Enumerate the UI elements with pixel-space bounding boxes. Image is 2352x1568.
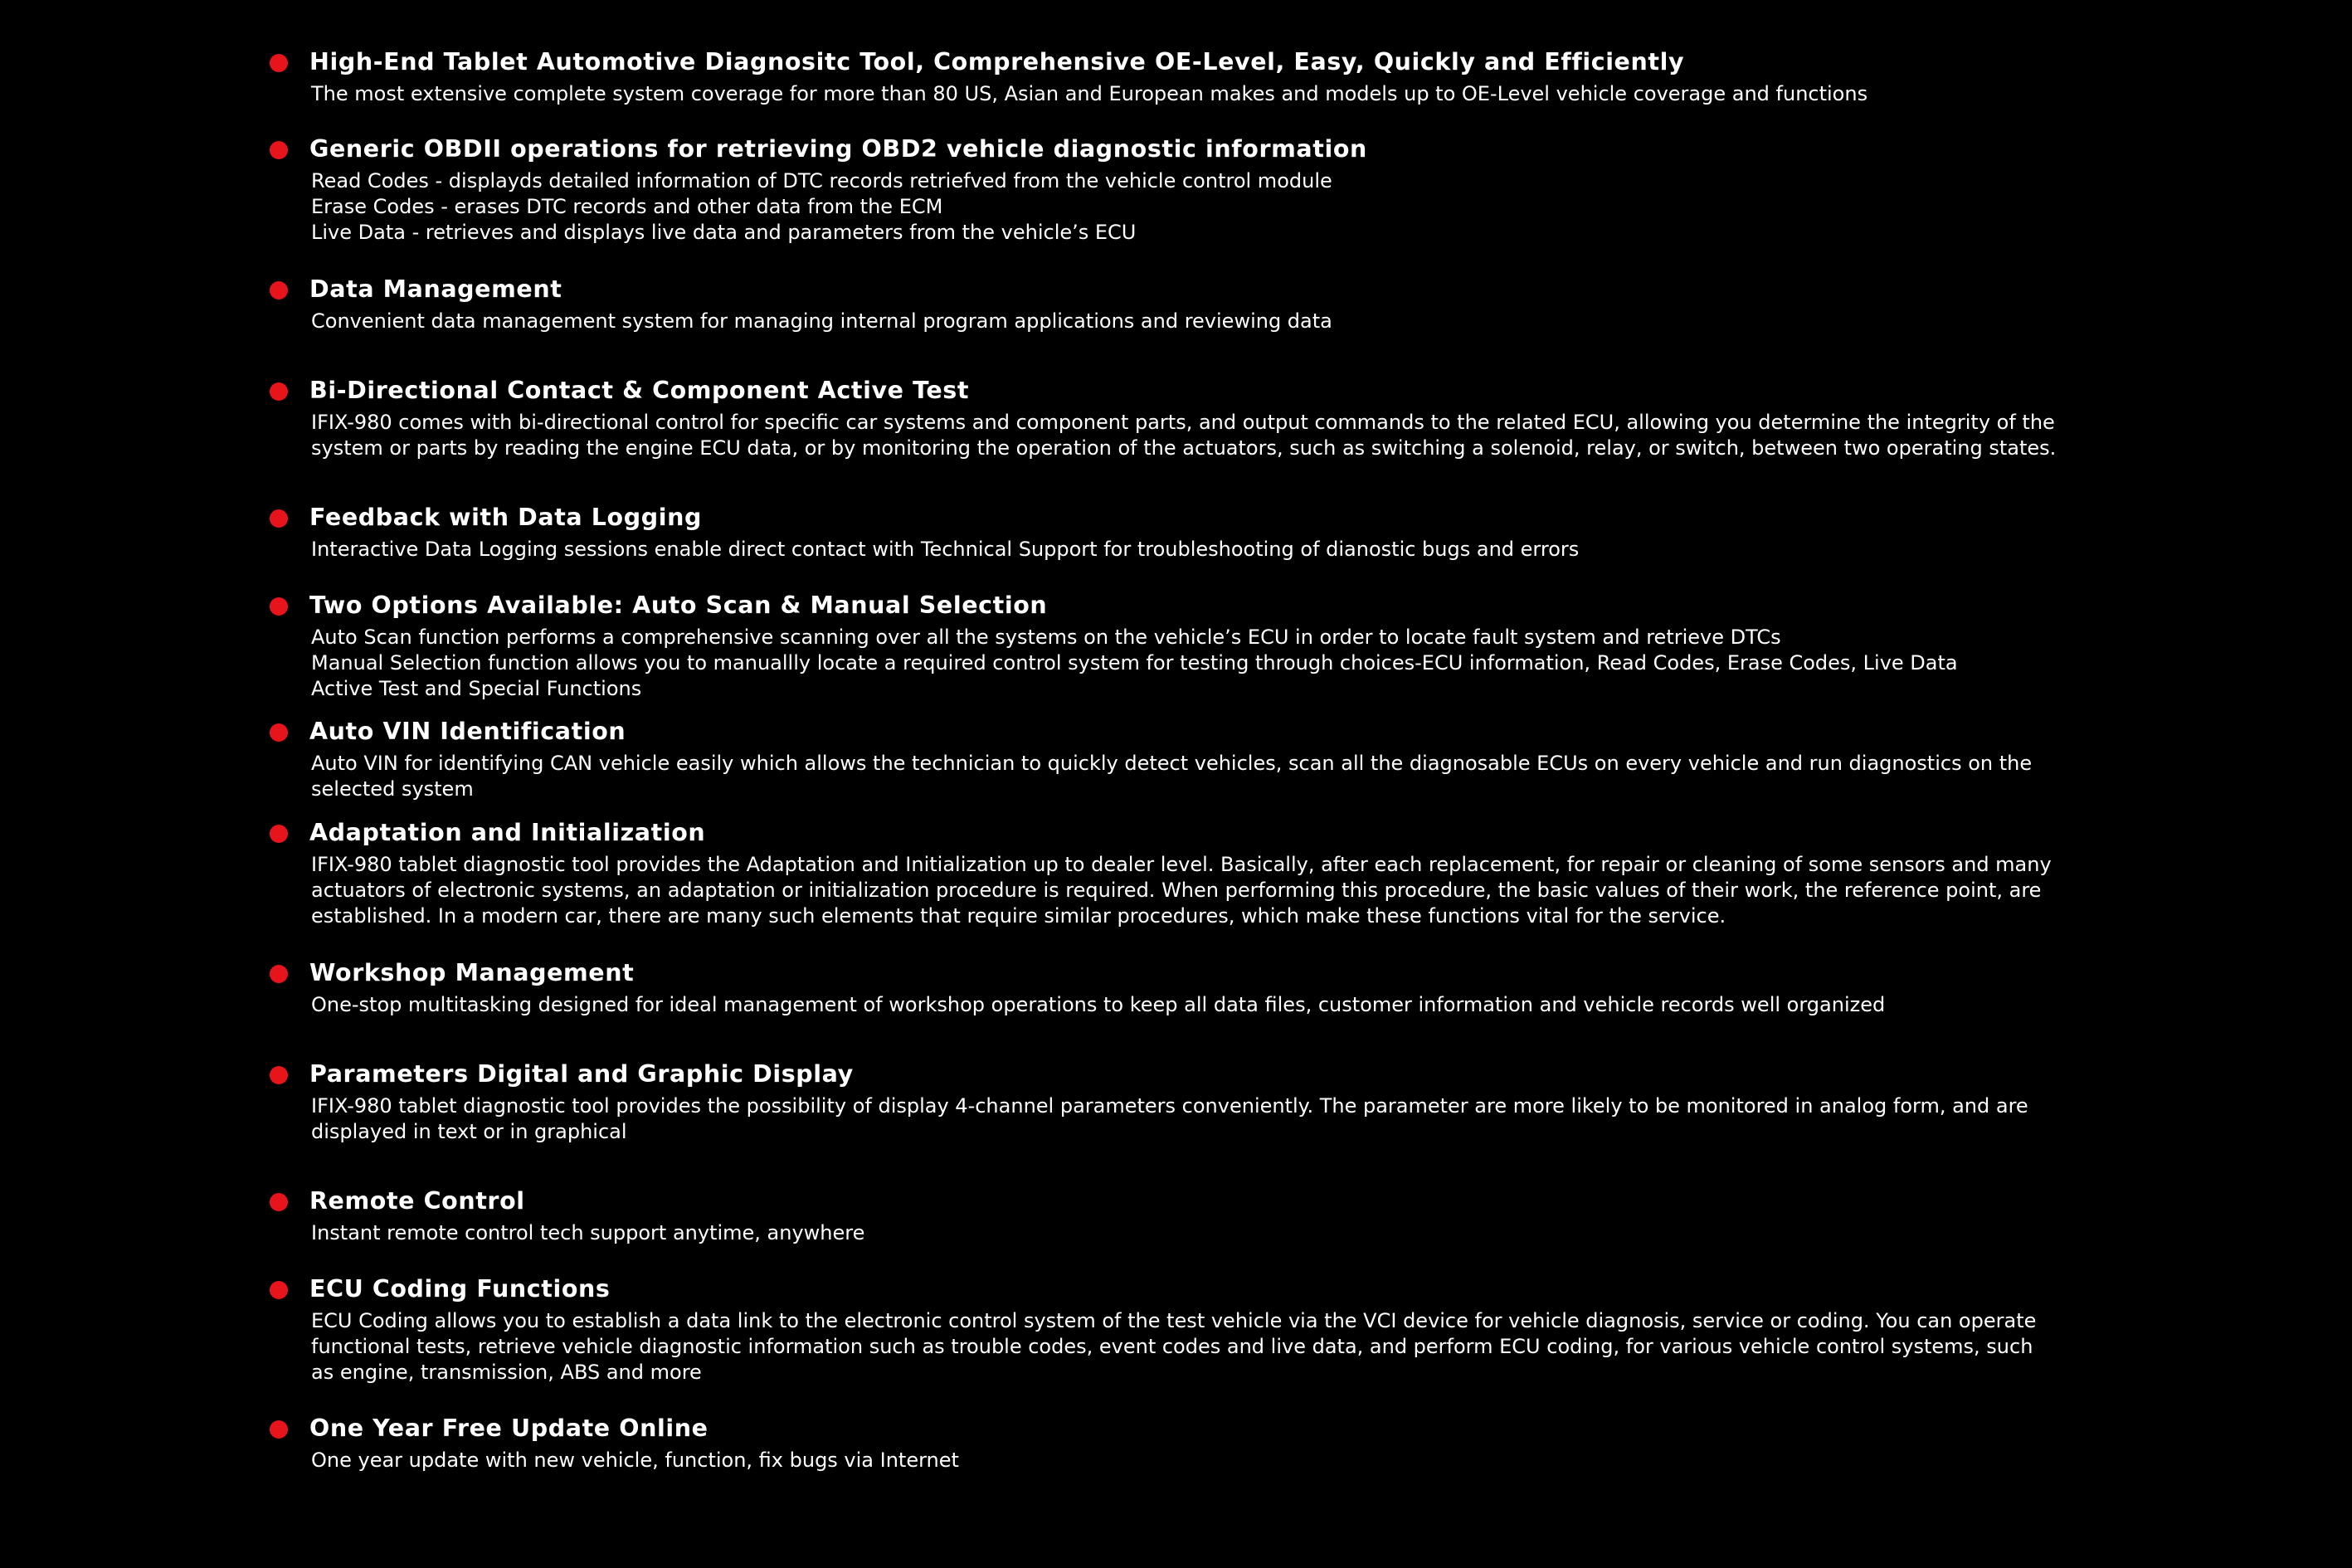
description-line: Live Data - retrieves and displays live data and parameters from the vehicle’s ECU: [311, 221, 1137, 244]
feature-title: Bi-Directional Contact & Component Active Test: [309, 377, 970, 404]
feature-title: One Year Free Update Online: [309, 1415, 709, 1442]
red-bullet-icon: [270, 509, 288, 528]
red-bullet-icon: [270, 1066, 288, 1084]
description-line: The most extensive complete system coverage for more than 80 US, Asian and European makes and models up to OE-Level vehicle coverage and functions: [311, 82, 1868, 105]
red-bullet-icon: [270, 1420, 288, 1439]
feature-title: Data Management: [309, 275, 562, 303]
feature-description: [311, 1220, 2352, 1246]
description-line: selected system: [311, 777, 474, 801]
feature-description: [311, 1448, 2352, 1473]
description-line: Auto VIN for identifying CAN vehicle easily which allows the technician to quickly detect vehicles, scan all the diagnosable ECUs on every vehicle and run diagnostics on the: [311, 752, 2033, 775]
red-bullet-icon: [270, 1281, 288, 1299]
red-bullet-icon: [270, 141, 288, 159]
description-line: Read Codes - displayds detailed information of DTC records retriefved from the vehicle control module: [311, 169, 1332, 192]
feature-description: [311, 625, 2352, 702]
description-line: displayed in text or in graphical: [311, 1120, 627, 1143]
feature-title: Generic OBDII operations for retrieving OBD2 vehicle diagnostic information: [309, 135, 1367, 163]
red-bullet-icon: [270, 597, 288, 616]
description-line: Instant remote control tech support anytime, anywhere: [311, 1221, 865, 1244]
description-line: IFIX-980 tablet diagnostic tool provides the Adaptation and Initialization up to dealer level. Basically, after each replacement, for repair or cleaning of some sensors and many: [311, 853, 2052, 876]
feature-title: Two Options Available: Auto Scan & Manual Selection: [309, 592, 1048, 619]
description-line: as engine, transmission, ABS and more: [311, 1361, 702, 1384]
red-bullet-icon: [270, 825, 288, 843]
feature-description: [311, 852, 2352, 929]
red-bullet-icon: [270, 281, 288, 299]
description-line: IFIX-980 comes with bi-directional control for specific car systems and component parts, and output commands to the related ECU, allowing you determine the integrity of the: [311, 411, 2055, 434]
feature-description: [311, 751, 2352, 802]
description-line: Active Test and Special Functions: [311, 677, 642, 700]
description-line: Interactive Data Logging sessions enable direct contact with Technical Support for troubleshooting of dianostic bugs and errors: [311, 538, 1580, 561]
red-bullet-icon: [270, 54, 288, 72]
feature-title: High-End Tablet Automotive Diagnositc Tool, Comprehensive OE-Level, Easy, Quickly and Efficiently: [309, 48, 1685, 75]
description-line: established. In a modern car, there are many such elements that require similar procedures, which make these functions vital for the service.: [311, 904, 1726, 928]
feature-title: Adaptation and Initialization: [309, 819, 706, 846]
red-bullet-icon: [270, 1193, 288, 1211]
description-line: functional tests, retrieve vehicle diagnostic information such as trouble codes, event codes and live data, and perform ECU coding, for various vehicle control systems, such: [311, 1335, 2033, 1358]
feature-description: [311, 81, 2352, 107]
feature-description: [311, 309, 2352, 334]
feature-title: Feedback with Data Logging: [309, 504, 702, 531]
feature-title: Parameters Digital and Graphic Display: [309, 1060, 854, 1088]
description-line: ECU Coding allows you to establish a data link to the electronic control system of the test vehicle via the VCI device for vehicle diagnosis, service or coding. You can operate: [311, 1309, 2037, 1332]
feature-description: [311, 410, 2352, 461]
feature-title: Workshop Management: [309, 959, 635, 986]
description-line: Manual Selection function allows you to manuallly locate a required control system for testing through choices-ECU information, Read Codes, Erase Codes, Live Data: [311, 651, 1958, 674]
feature-description: [311, 1093, 2352, 1145]
description-line: Auto Scan function performs a comprehensive scanning over all the systems on the vehicle’s ECU in order to locate fault system and retrieve DTCs: [311, 626, 1781, 649]
description-line: actuators of electronic systems, an adaptation or initialization procedure is required. When performing this procedure, the basic values of their work, the reference point, are: [311, 879, 2042, 902]
feature-description: [311, 1308, 2352, 1385]
red-bullet-icon: [270, 382, 288, 401]
description-line: Convenient data management system for managing internal program applications and reviewing data: [311, 309, 1332, 333]
feature-title: Auto VIN Identification: [309, 718, 626, 745]
description-line: IFIX-980 tablet diagnostic tool provides the possibility of display 4-channel parameters conveniently. The parameter are more likely to be monitored in analog form, and are: [311, 1094, 2028, 1118]
feature-title: ECU Coding Functions: [309, 1275, 611, 1303]
feature-title: Remote Control: [309, 1187, 525, 1215]
description-line: One-stop multitasking designed for ideal management of workshop operations to keep all data files, customer information and vehicle records well organized: [311, 993, 1886, 1016]
feature-description: [311, 992, 2352, 1018]
red-bullet-icon: [270, 723, 288, 742]
description-line: Erase Codes - erases DTC records and other data from the ECM: [311, 195, 943, 218]
feature-description: [311, 168, 2352, 246]
description-line: One year update with new vehicle, function, fix bugs via Internet: [311, 1449, 959, 1472]
red-bullet-icon: [270, 965, 288, 983]
description-line: system or parts by reading the engine ECU data, or by monitoring the operation of the actuators, such as switching a solenoid, relay, or switch, between two operating states.: [311, 436, 2057, 460]
feature-description: [311, 537, 2352, 562]
